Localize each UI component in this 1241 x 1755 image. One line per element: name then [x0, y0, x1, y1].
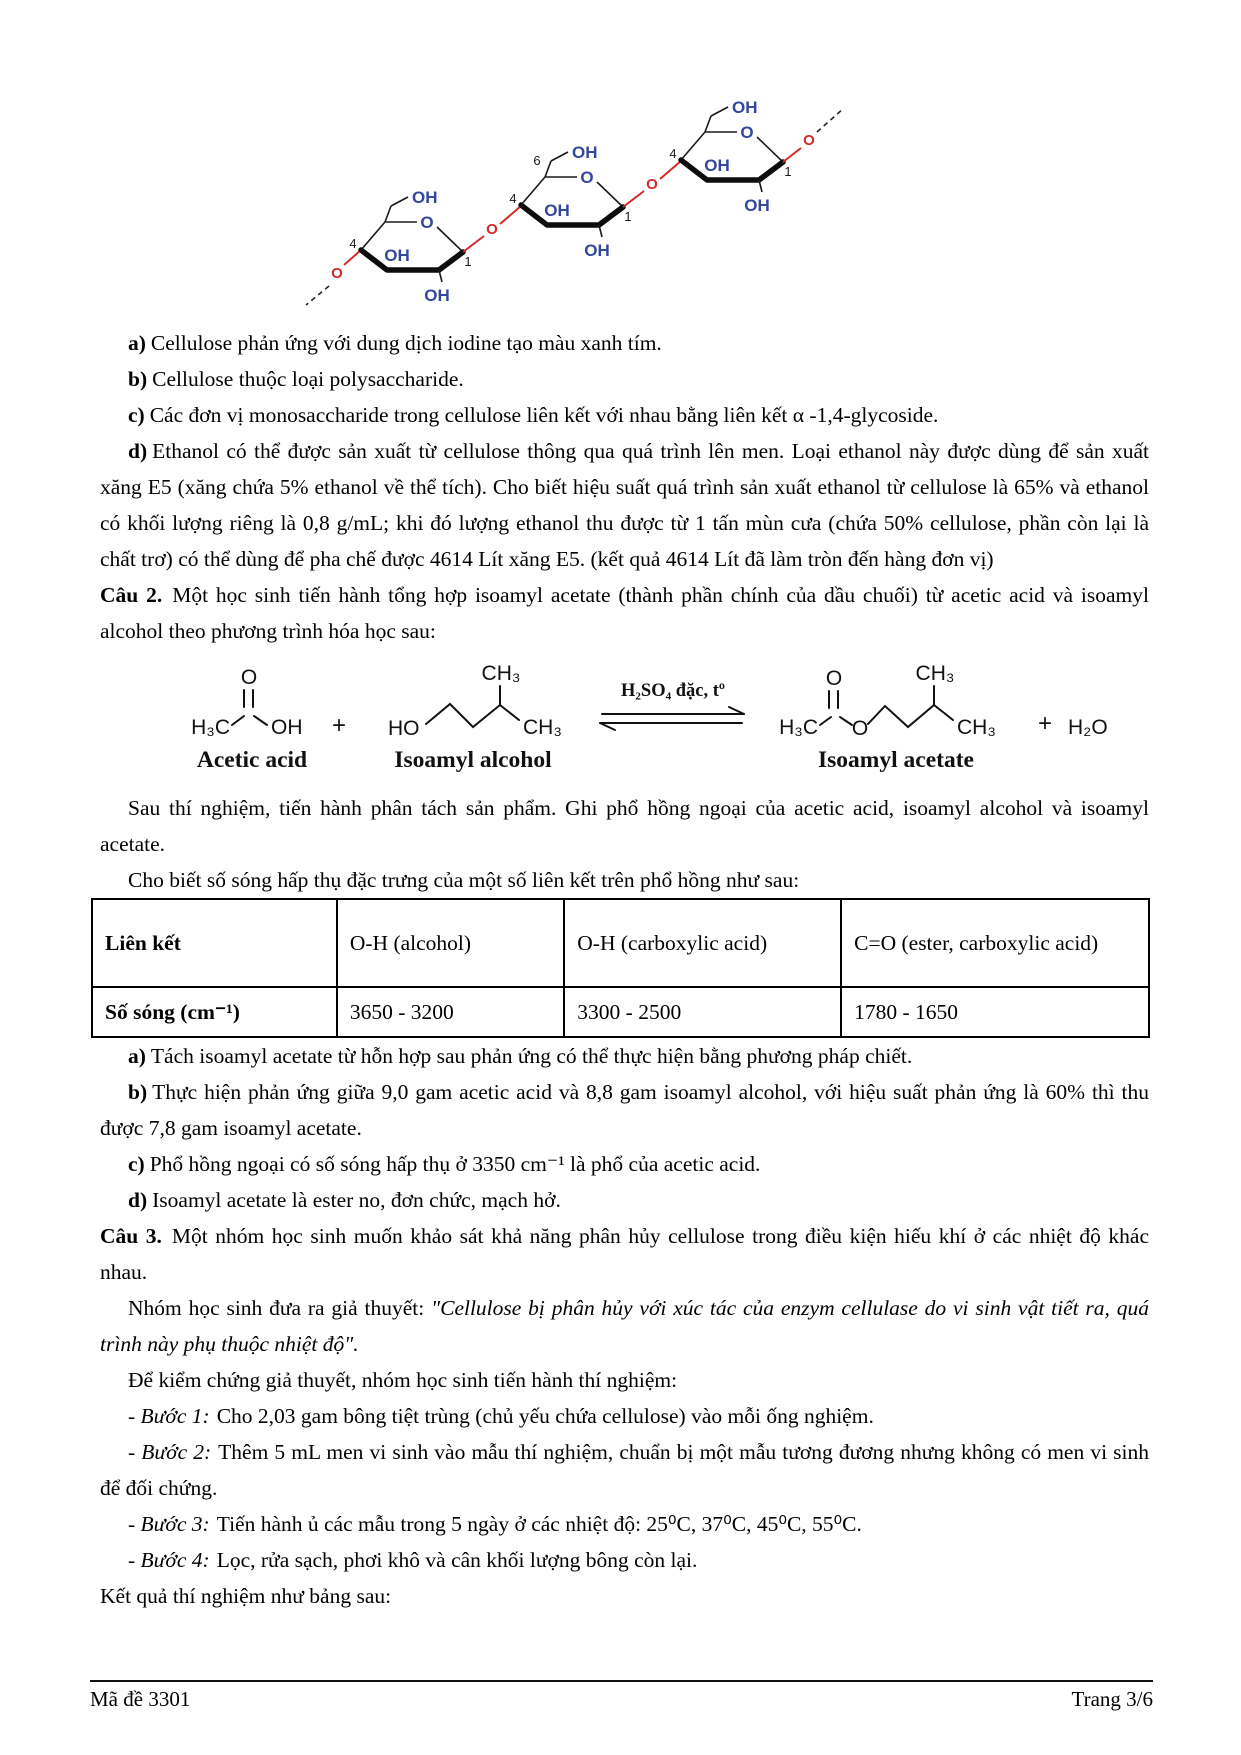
- hydroxyl-label: OH: [384, 246, 410, 265]
- q1-item-b: [100, 361, 1149, 397]
- bridge-oxygen-label: O: [803, 132, 815, 149]
- q2-item-d: [100, 1182, 1149, 1218]
- item-text: Ethanol có thể được sản xuất từ cellulose thông qua quá trình lên men. Loại ethanol này được dùng để sản xuất xăng E5 (xăng chứa 5% ethanol về thể tích). Cho biết hiệu suất quá trình sản xuất ethanol từ cellulose là 65% và ethanol có khối lượng riêng là 0,8 g/mL; khi đó lượng ethanol thu được từ 1 tấn mùn cưa (chứa 50% cellulose, phần còn lại là chất trơ) có thể dùng để pha chế được 4614 Lít xăng E5. (kết quả 4614 Lít đã làm tròn đến hàng đơn vị): [100, 439, 1149, 571]
- hydroxyl-label: OH: [744, 196, 770, 215]
- question-intro: Một nhóm học sinh muốn khảo sát khả năng phân hủy cellulose trong điều kiện hiếu khí ở các nhiệt độ khác nhau.: [100, 1224, 1149, 1284]
- carbon-1-label: 1: [624, 209, 632, 224]
- value-co-ester: 1780 - 1650: [841, 987, 1149, 1037]
- glycosidic-bond: [623, 191, 644, 207]
- q1-item-c: [100, 397, 1149, 433]
- bridge-oxygen-label: O: [646, 176, 658, 193]
- paragraph-text: Cho biết số sóng hấp thụ đặc trưng của một số liên kết trên phổ hồng như sau:: [128, 868, 800, 892]
- item-label: b): [128, 1080, 148, 1104]
- q3-step-3: [100, 1506, 1149, 1542]
- paragraph-text: Sau thí nghiệm, tiến hành phân tách sản phẩm. Ghi phổ hồng ngoại của acetic acid, isoamyl alcohol và isoamyl acetate.: [100, 796, 1149, 856]
- acetic-acid-structure: [191, 666, 307, 773]
- methyl-group-label: H₃C: [191, 716, 230, 739]
- carbon-1-label: 1: [464, 254, 472, 269]
- q3-hypothesis: [100, 1290, 1149, 1362]
- value-oh-alcohol: 3650 - 3200: [337, 987, 564, 1037]
- q2-item-a: [100, 1038, 1149, 1074]
- page-number: Trang 3/6: [1071, 1687, 1153, 1711]
- equilibrium-arrows: [600, 681, 744, 730]
- plus-sign: +: [1037, 710, 1053, 737]
- step-text: Thêm 5 mL men vi sinh vào mẫu thí nghiệm, chuẩn bị một mẫu tương đương nhưng không có men vi sinh để đối chứng.: [100, 1440, 1149, 1500]
- hydroxyl-label: OH: [584, 241, 610, 260]
- table-header-row: [92, 899, 1149, 987]
- q3-step-1: [100, 1398, 1149, 1434]
- cellulose-structure-figure: [303, 78, 1149, 313]
- glucose-ring-3: [669, 98, 791, 215]
- isoamyl-alcohol-name: Isoamyl alcohol: [394, 747, 552, 773]
- methyl-group-label: CH₃: [481, 662, 521, 685]
- reaction-condition: H₂SO₄ đặc, tº: [620, 681, 726, 701]
- hydroxyl-label: OH: [412, 188, 438, 207]
- carbon-4-label: 4: [669, 146, 677, 161]
- glucose-ring-1: [349, 188, 471, 305]
- hydroxyl-group-label: HO: [388, 717, 420, 740]
- carbonyl-oxygen-label: O: [240, 666, 258, 689]
- item-label: b): [128, 367, 148, 391]
- hydroxyl-label: OH: [732, 98, 758, 117]
- q3-step-2: [100, 1434, 1149, 1506]
- item-label: d): [128, 1188, 148, 1212]
- ir-wavenumber-table: [91, 898, 1150, 1038]
- glycosidic-bond: [344, 250, 361, 265]
- ring-oxygen-label: O: [580, 168, 594, 187]
- q3-step-4: [100, 1542, 1149, 1578]
- q2-wavenumber-intro: [100, 862, 1149, 898]
- item-label: a): [128, 331, 146, 355]
- ester-oxygen-label: O: [851, 717, 869, 740]
- carbon-4-label: 4: [349, 236, 357, 251]
- isoamyl-acetate-name: Isoamyl acetate: [818, 747, 974, 773]
- q3-result-line: [100, 1578, 1149, 1614]
- paragraph-text: Kết quả thí nghiệm như bảng sau:: [100, 1584, 392, 1608]
- q2-heading: [100, 577, 1149, 649]
- hydroxyl-label: OH: [704, 156, 730, 175]
- item-label: d): [128, 439, 148, 463]
- row-label-wavenumber: Số sóng (cm⁻¹): [92, 987, 337, 1037]
- water-label: H₂O: [1068, 716, 1108, 739]
- step-text: Cho 2,03 gam bông tiệt trùng (chủ yếu chứa cellulose) vào mỗi ống nghiệm.: [216, 1404, 874, 1428]
- carbonyl-oxygen-label: O: [825, 667, 843, 690]
- q1-item-a: [100, 325, 1149, 361]
- hydroxyl-label: OH: [544, 201, 570, 220]
- q2-item-b: [100, 1074, 1149, 1146]
- page-footer: [90, 1680, 1153, 1712]
- step-text: Lọc, rửa sạch, phơi khô và cân khối lượng bông còn lại.: [216, 1548, 698, 1572]
- glycosidic-bond: [660, 161, 681, 179]
- header-oh-alcohol: O-H (alcohol): [337, 899, 564, 987]
- ring-oxygen-label: O: [420, 213, 434, 232]
- step-label: - Bước 4:: [128, 1548, 210, 1572]
- header-co-ester: C=O (ester, carboxylic acid): [841, 899, 1149, 987]
- hydroxyl-label: OH: [572, 143, 598, 162]
- item-label: a): [128, 1044, 146, 1068]
- item-text: Tách isoamyl acetate từ hỗn hợp sau phản ứng có thể thực hiện bằng phương pháp chiết.: [150, 1044, 913, 1068]
- item-text: Cellulose thuộc loại polysaccharide.: [152, 367, 464, 391]
- isoamyl-acetate-structure: [779, 662, 996, 773]
- bridge-oxygen-label: O: [486, 221, 498, 238]
- step-label: - Bước 2:: [128, 1440, 212, 1464]
- item-text: Phổ hồng ngoại có số sóng hấp thụ ở 3350 cm⁻¹ là phổ của acetic acid.: [149, 1152, 761, 1176]
- isoamyl-alcohol-structure: [388, 662, 562, 773]
- chain-continues-dash: [306, 286, 329, 305]
- value-oh-acid: 3300 - 2500: [564, 987, 841, 1037]
- plus-sign: +: [331, 712, 347, 739]
- q3-verify: [100, 1362, 1149, 1398]
- exam-code: Mã đề 3301: [90, 1687, 191, 1711]
- paragraph-text: Để kiểm chứng giả thuyết, nhóm học sinh tiến hành thí nghiệm:: [128, 1368, 678, 1392]
- hydroxyl-label: OH: [424, 286, 450, 305]
- step-text: Tiến hành ủ các mẫu trong 5 ngày ở các nhiệt độ: 25⁰C, 37⁰C, 45⁰C, 55⁰C.: [216, 1512, 862, 1536]
- q1-item-d: [100, 433, 1149, 577]
- esterification-reaction-figure: [140, 657, 1149, 784]
- item-text: Isoamyl acetate là ester no, đơn chức, mạch hở.: [152, 1188, 561, 1212]
- carbon-1-label: 1: [784, 164, 792, 179]
- q2-after-experiment: [100, 790, 1149, 862]
- question-label: Câu 3.: [100, 1224, 162, 1248]
- hypothesis-quote: "Cellulose bị phân hủy với xúc tác của enzym cellulase do vi sinh vật tiết ra, quá trình này phụ thuộc nhiệt độ".: [100, 1296, 1149, 1356]
- methyl-group-label: CH₃: [523, 716, 562, 739]
- glucose-ring-2: [509, 143, 631, 260]
- q3-heading: [100, 1218, 1149, 1290]
- q2-item-c: [100, 1146, 1149, 1182]
- item-text: Các đơn vị monosaccharide trong cellulose liên kết với nhau bằng liên kết α -1,4-glycoside.: [149, 403, 939, 427]
- methyl-group-label: CH₃: [957, 716, 996, 739]
- methyl-group-label: CH₃: [915, 662, 955, 685]
- hypothesis-lead: Nhóm học sinh đưa ra giả thuyết:: [128, 1296, 432, 1320]
- item-text: Thực hiện phản ứng giữa 9,0 gam acetic acid và 8,8 gam isoamyl alcohol, với hiệu suất phản ứng là 60% thì thu được 7,8 gam isoamyl acetate.: [100, 1080, 1149, 1140]
- item-label: c): [128, 403, 145, 427]
- question-intro: Một học sinh tiến hành tổng hợp isoamyl acetate (thành phần chính của dầu chuối) từ acetic acid và isoamyl alcohol theo phương trình hóa học sau:: [100, 583, 1149, 643]
- chain-continues-dash: [817, 108, 844, 132]
- glycosidic-bond: [500, 206, 521, 224]
- carbon-4-label: 4: [509, 191, 517, 206]
- methyl-group-label: H₃C: [779, 716, 818, 739]
- hydroxyl-group-label: OH: [271, 716, 303, 739]
- item-label: c): [128, 1152, 145, 1176]
- page-content: [0, 78, 1241, 1614]
- question-label: Câu 2.: [100, 583, 163, 607]
- header-bond: Liên kết: [92, 899, 337, 987]
- glycosidic-bond: [783, 148, 801, 162]
- acetic-acid-name: Acetic acid: [196, 747, 308, 773]
- carbon-6-label: 6: [533, 153, 541, 168]
- bridge-oxygen-label: O: [331, 265, 343, 282]
- cellulose-structure-svg: [303, 78, 863, 308]
- header-oh-acid: O-H (carboxylic acid): [564, 899, 841, 987]
- reaction-svg: [140, 657, 1140, 779]
- ring-oxygen-label: O: [740, 123, 754, 142]
- step-label: - Bước 1:: [128, 1404, 210, 1428]
- glycosidic-bond: [463, 236, 484, 252]
- table-values-row: [92, 987, 1149, 1037]
- step-label: - Bước 3:: [128, 1512, 210, 1536]
- item-text: Cellulose phản ứng với dung dịch iodine tạo màu xanh tím.: [150, 331, 662, 355]
